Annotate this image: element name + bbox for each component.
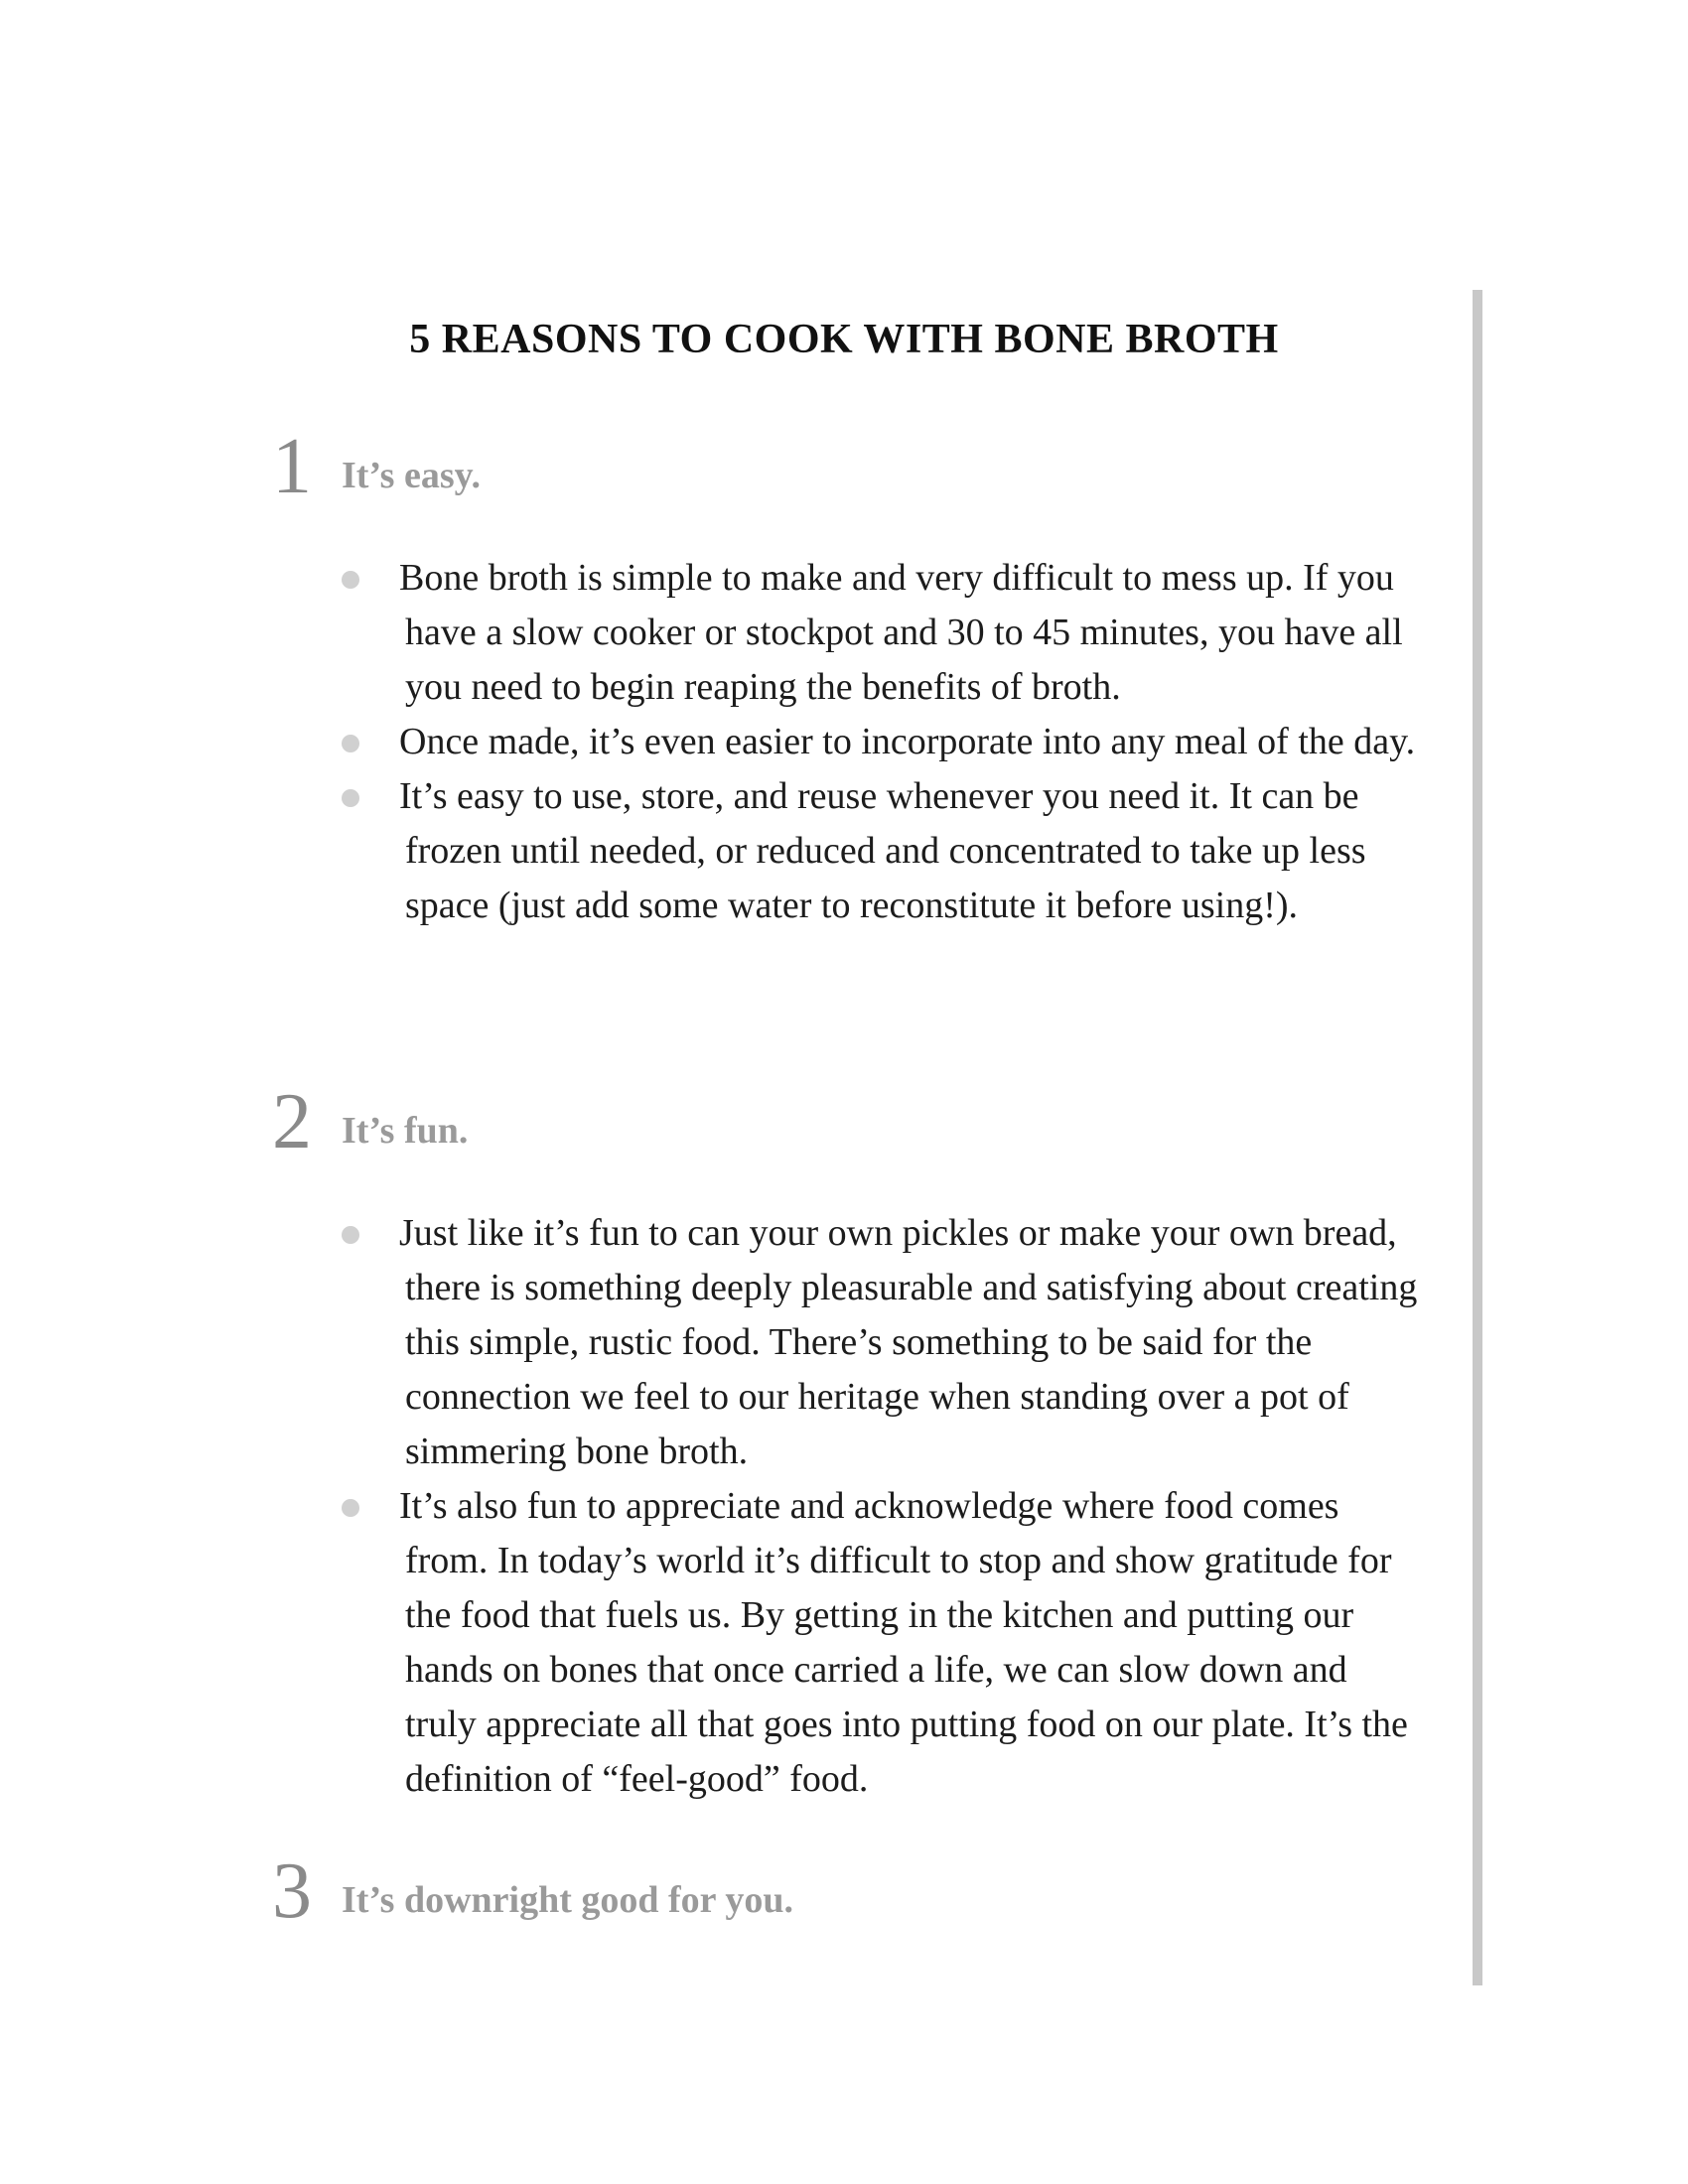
section-header: [272, 1846, 1424, 1936]
section-number: 2: [272, 1078, 312, 1165]
list-item: [272, 1479, 1424, 1807]
section-header: [272, 422, 1424, 511]
bullet-icon: [342, 1226, 359, 1244]
bullet-text: It’s easy to use, store, and reuse whenever you need it. It can be frozen until needed, or reduced and concentrated to take up less space (just add some water to reconstitute it before using!).: [399, 775, 1366, 926]
bullet-text: Once made, it’s even easier to incorporate into any meal of the day.: [399, 721, 1416, 762]
page-title: 5 REASONS TO COOK WITH BONE BROTH: [409, 317, 1279, 362]
bullet-list: [272, 551, 1424, 933]
bullet-text: It’s also fun to appreciate and acknowledge where food comes from. In today’s world it’s difficult to stop and show gratitude for the food that fuels us. By getting in the kitchen and putting our hands on bones that once carried a life, we can slow down and truly appreciate all that goes into putting food on our plate. It’s the definition of “feel-good” food.: [399, 1485, 1408, 1800]
list-item: [272, 715, 1424, 769]
section-1: [272, 422, 1424, 933]
bullet-list: [272, 1206, 1424, 1807]
list-item: [272, 551, 1424, 715]
list-item: [272, 769, 1424, 933]
bullet-icon: [342, 1499, 359, 1517]
section-heading: It’s fun.: [342, 1110, 469, 1152]
section-heading: It’s downright good for you.: [342, 1879, 793, 1921]
bullet-icon: [342, 735, 359, 752]
section-2: [272, 1077, 1424, 1807]
bullet-text: Bone broth is simple to make and very difficult to mess up. If you have a slow cooker or stockpot and 30 to 45 minutes, you have all you need to begin reaping the benefits of broth.: [399, 557, 1403, 708]
section-heading: It’s easy.: [342, 455, 482, 496]
list-item: [272, 1206, 1424, 1479]
bullet-icon: [342, 571, 359, 589]
bullet-icon: [342, 789, 359, 807]
section-3: [272, 1846, 1424, 1936]
section-header: [272, 1077, 1424, 1166]
bullet-text: Just like it’s fun to can your own pickles or make your own bread, there is something deeply pleasurable and satisfying about creating this simple, rustic food. There’s something to be said for the connection we feel to our heritage when standing over a pot of simmering bone broth.: [399, 1212, 1418, 1472]
side-rule: [1473, 290, 1482, 1985]
section-number: 1: [272, 423, 312, 510]
section-number: 3: [272, 1847, 312, 1935]
